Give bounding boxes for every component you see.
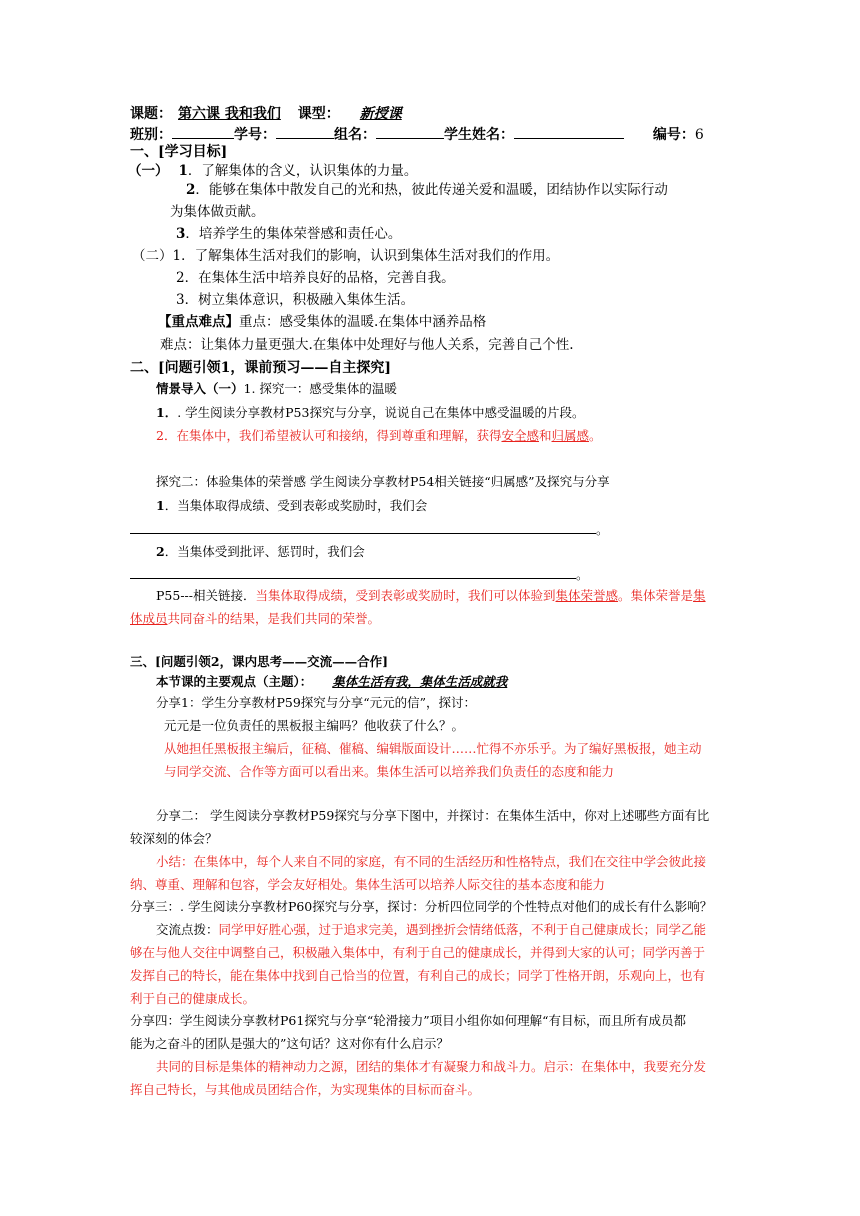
comm-l2: 够在与他人交往中调整自己，积极融入集体中，有利于自己的健康成长，并得到大家的认可；同学丙善于 — [130, 945, 706, 960]
comm-label: 交流点拨： — [156, 922, 219, 937]
student-name-blank — [514, 124, 624, 139]
e1-end: 。 — [596, 522, 609, 537]
e2-num: 2 — [156, 544, 165, 559]
share2-l2: 较深刻的体会？ — [130, 831, 218, 846]
comm-l4: 利于自己的健康成长。 — [130, 991, 256, 1006]
lesson-type-label: 课型： — [297, 106, 340, 122]
class-blank — [172, 124, 234, 139]
p55-line1 — [156, 586, 706, 606]
p55-prefix: P55---相关链接． — [156, 588, 256, 603]
p55-u2b: 体成员 — [130, 611, 168, 626]
explore2-a1-line — [130, 519, 609, 540]
student-no-blank — [276, 124, 334, 139]
summary-l2: 纳、尊重、理解和包容，学会友好相处。集体生活可以培养人际交往的基本态度和能力 — [130, 877, 606, 892]
group-blank — [376, 124, 444, 139]
q1-num: 1． — [156, 405, 178, 420]
answer2-u2: 归属感 — [551, 428, 590, 443]
goal2 — [186, 180, 668, 200]
part2-line2: 2．在集体生活中培养良好的品格，完善自我。 — [176, 270, 455, 286]
answer2-end: 。 — [589, 428, 602, 443]
main-view-label: 本节课的主要观点（主题）： — [156, 674, 313, 689]
goal2-text: ．能够在集体中散发自己的光和热，彼此传递关爱和温暖，团结协作以实际行动 — [195, 182, 668, 198]
comm-text-1: 同学甲好胜心强，过于追求完美，遇到挫折会情绪低落，不利于自己健康成长；同学乙能 — [218, 922, 707, 937]
serial-label: 编号： — [652, 127, 695, 143]
student-no-label: 学号： — [234, 127, 276, 143]
section1-title: 一、[学习目标] — [130, 144, 228, 160]
key-text: 重点：感受集体的温暖.在集体中涵养品格 — [239, 314, 487, 330]
share1-q: 元元是一位负责任的黑板报主编吗？他收获了什么？。 — [164, 718, 465, 733]
e1-blank — [130, 519, 596, 534]
goal3-text: ．培养学生的集体荣誉感和责任心。 — [185, 226, 402, 242]
goal3 — [176, 224, 401, 244]
key-points — [158, 312, 486, 332]
goal1-text: ．了解集体的含义，认识集体的力量。 — [187, 163, 418, 179]
part2-line3: 3．树立集体意识，积极融入集体生活。 — [176, 292, 415, 308]
difficult-points: 难点：让集体力量更强大.在集体中处理好与他人关系，完善自己个性. — [160, 337, 574, 353]
goal2-num: 2 — [186, 182, 196, 198]
q1 — [156, 403, 584, 423]
share1-a2: 与同学交流、合作等方面可以看出来。集体生活可以培养我们负责任的态度和能力 — [164, 764, 615, 779]
p55-red2: 。集体荣誉是 — [618, 588, 694, 603]
answer2 — [156, 426, 602, 446]
e2-end: 。 — [576, 567, 589, 582]
answer2-text: 2．在集体中，我们希望被认可和接纳，得到尊重和理解，获得 — [156, 428, 502, 443]
section2-title: 二、[问题引领1，课前预习——自主探究] — [130, 360, 391, 376]
intro-label: 情景导入（一） — [156, 381, 244, 396]
part2-line1: （二）1．了解集体生活对我们的影响，认识到集体生活对我们的作用。 — [132, 248, 560, 264]
explore2-q1 — [156, 496, 427, 516]
intro-text: 1. 探究一：感受集体的温暖 — [243, 381, 397, 396]
comm-l3: 发挥自己的特长，能在集体中找到自己恰当的位置，有利自己的成长；同学丁性格开朗，乐观向上，也有 — [130, 968, 706, 983]
explore2: 探究二：体验集体的荣誉感 学生阅读分享教材P54相关链接“归属感”及探究与分享 — [156, 474, 610, 489]
share4-a1: 共同的目标是集体的精神动力之源，团结的集体才有凝聚力和战斗力。启示：在集体中，我要充分发 — [156, 1059, 707, 1074]
header-topic-line — [130, 104, 414, 124]
e2-blank — [130, 564, 576, 579]
serial-value: 6 — [694, 127, 704, 143]
p55-line2 — [130, 609, 380, 629]
share4-l1: 分享四：学生阅读分享教材P61探究与分享“轮滑接力”项目小组你如何理解“有目标，而且所有成员都 — [130, 1013, 686, 1028]
part1-marker: （一） — [128, 163, 169, 179]
share1-a1: 从她担任黑板报主编后，征稿、催稿、编辑版面设计……忙得不亦乐乎。为了编好黑板报，她主动 — [164, 741, 702, 756]
key-label: 【重点难点】 — [158, 314, 239, 330]
class-label: 班别： — [130, 127, 172, 143]
student-name-label: 学生姓名： — [444, 127, 514, 143]
main-view-value: 集体生活有我，集体生活成就我 — [332, 674, 508, 689]
share4-a2: 挥自己特长，与其他成员团结合作，为实现集体的目标而奋斗。 — [130, 1082, 481, 1097]
share3: 分享三：. 学生阅读分享教材P60探究与分享，探讨：分析四位同学的个性特点对他们的成长有什么影响？ — [130, 899, 713, 914]
goal2-cont: 为集体做贡献。 — [170, 204, 265, 220]
e1-num: 1 — [156, 498, 165, 513]
comm-l1 — [156, 920, 706, 940]
intro-line — [156, 379, 397, 399]
p55-red3: 共同奋斗的结果，是我们共同的荣誉。 — [167, 611, 381, 626]
e2-text: ．当集体受到批评、惩罚时，我们会 — [164, 544, 365, 559]
topic-value: 第六课 我和我们 — [178, 106, 281, 122]
explore2-a2-line — [130, 564, 589, 585]
share4-l2: 能为之奋斗的团队是强大的”这句话？这对你有什么启示？ — [130, 1036, 449, 1051]
section3-title: 三、[问题引领2，课内思考——交流——合作] — [130, 654, 389, 669]
p55-u2a: 集 — [693, 588, 706, 603]
main-view — [156, 672, 513, 692]
goal3-num: 3 — [176, 226, 186, 242]
group-label: 组名： — [334, 127, 376, 143]
explore2-q2 — [156, 542, 365, 562]
lesson-type-value: 新授课 — [359, 106, 402, 122]
share2-l1: 分享二： 学生阅读分享教材P59探究与分享下图中，并探讨：在集体生活中，你对上述哪些方面有比 — [156, 808, 710, 823]
share1: 分享1：学生分享教材P59探究与分享“元元的信”，探讨： — [156, 695, 477, 710]
topic-label: 课题： — [130, 106, 172, 122]
e1-text: ．当集体取得成绩、受到表彰或奖励时，我们会 — [164, 498, 428, 513]
answer2-u1: 安全感 — [501, 428, 539, 443]
summary-l1: 小结：在集体中，每个人来自不同的家庭，有不同的生活经历和性格特点，我们在交往中学会彼此接 — [156, 854, 707, 869]
p55-red1: 当集体取得成绩，受到表彰或奖励时，我们可以体验到 — [255, 588, 556, 603]
goal1 — [128, 161, 417, 181]
goal1-num: 1 — [178, 163, 188, 179]
answer2-mid: 和 — [538, 428, 552, 443]
q1-text: . 学生阅读分享教材P53探究与分享，说说自己在集体中感受温暖的片段。 — [177, 405, 585, 420]
p55-u1: 集体荣誉感 — [555, 588, 619, 603]
